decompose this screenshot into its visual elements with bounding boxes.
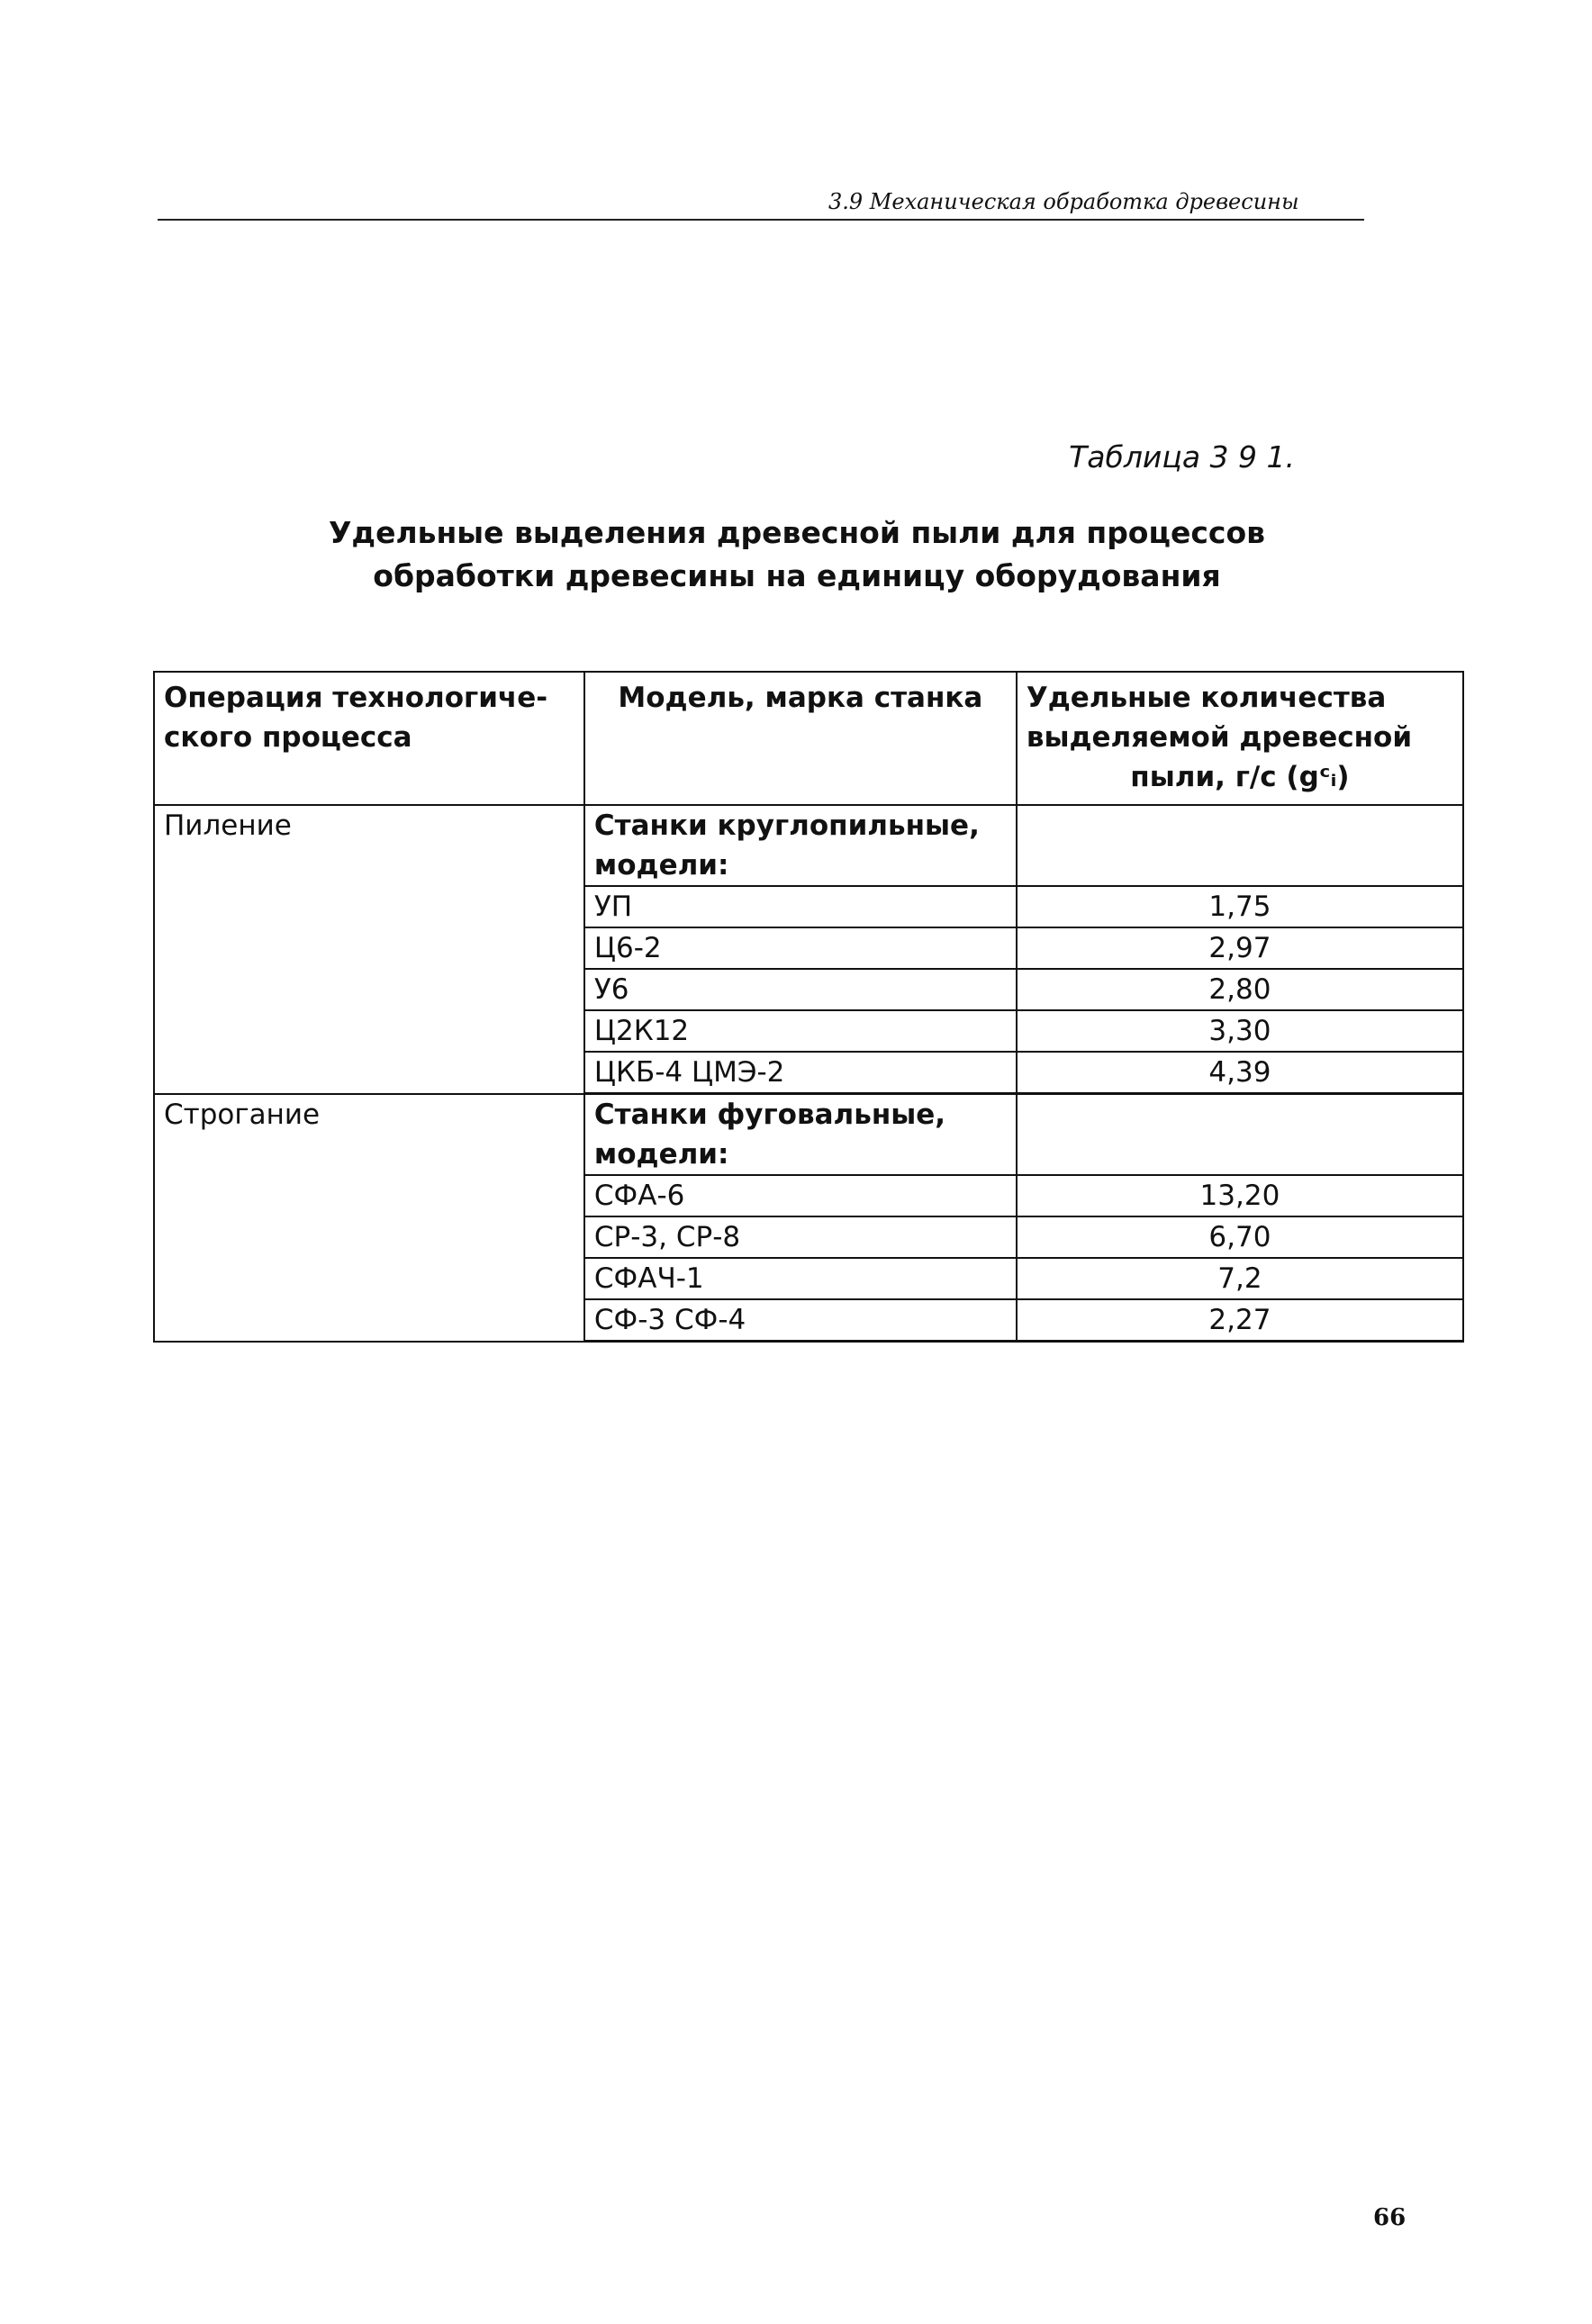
- value-cell: 4,39: [1017, 1052, 1463, 1094]
- header-value-text: Удельные количества выделяемой древесной: [1026, 682, 1413, 754]
- value-cell: 2,97: [1017, 927, 1463, 969]
- table-title-line-2: обработки древесины на единицу оборудования: [373, 558, 1221, 593]
- running-head: 3.9 Механическая обработка древесины: [828, 189, 1299, 214]
- table-title: [252, 511, 1342, 598]
- table-number: Таблица 3 9 1.: [1069, 439, 1295, 475]
- model-cell: Ц2К12: [584, 1010, 1017, 1052]
- page-number: 66: [1373, 2204, 1407, 2231]
- operation-cell: Пиление: [154, 805, 584, 1094]
- group-value-empty: [1017, 805, 1463, 886]
- model-cell: СФ-3 СФ-4: [584, 1299, 1017, 1342]
- header-operation: Операция технологиче-ского процесса: [154, 672, 584, 805]
- table-row: [154, 805, 1463, 886]
- model-cell: ЦКБ-4 ЦМЭ-2: [584, 1052, 1017, 1094]
- model-cell: СФА-6: [584, 1175, 1017, 1216]
- value-cell: 3,30: [1017, 1010, 1463, 1052]
- header-rule: [158, 219, 1364, 221]
- value-cell: 13,20: [1017, 1175, 1463, 1216]
- group-label: Станки круглопильные, модели:: [584, 805, 1017, 886]
- value-cell: 1,75: [1017, 886, 1463, 927]
- operation-cell: Строгание: [154, 1094, 584, 1342]
- table-header-row: [154, 672, 1463, 805]
- table-title-line-1: Удельные выделения древесной пыли для процессов: [328, 515, 1266, 550]
- value-cell: 2,80: [1017, 969, 1463, 1010]
- group-value-empty: [1017, 1094, 1463, 1176]
- model-cell: СФАЧ-1: [584, 1258, 1017, 1299]
- model-cell: СР-3, СР-8: [584, 1216, 1017, 1258]
- value-cell: 2,27: [1017, 1299, 1463, 1342]
- table-row: [154, 1094, 1463, 1176]
- value-cell: 6,70: [1017, 1216, 1463, 1258]
- header-model: Модель, марка станка: [584, 672, 1017, 805]
- header-value: [1017, 672, 1463, 805]
- header-value-unit: пыли, г/с (gᶜᵢ): [1130, 761, 1350, 793]
- group-label: Станки фуговальные, модели:: [584, 1094, 1017, 1176]
- dust-emission-table: [153, 671, 1464, 1343]
- value-cell: 7,2: [1017, 1258, 1463, 1299]
- model-cell: УП: [584, 886, 1017, 927]
- model-cell: Ц6-2: [584, 927, 1017, 969]
- model-cell: У6: [584, 969, 1017, 1010]
